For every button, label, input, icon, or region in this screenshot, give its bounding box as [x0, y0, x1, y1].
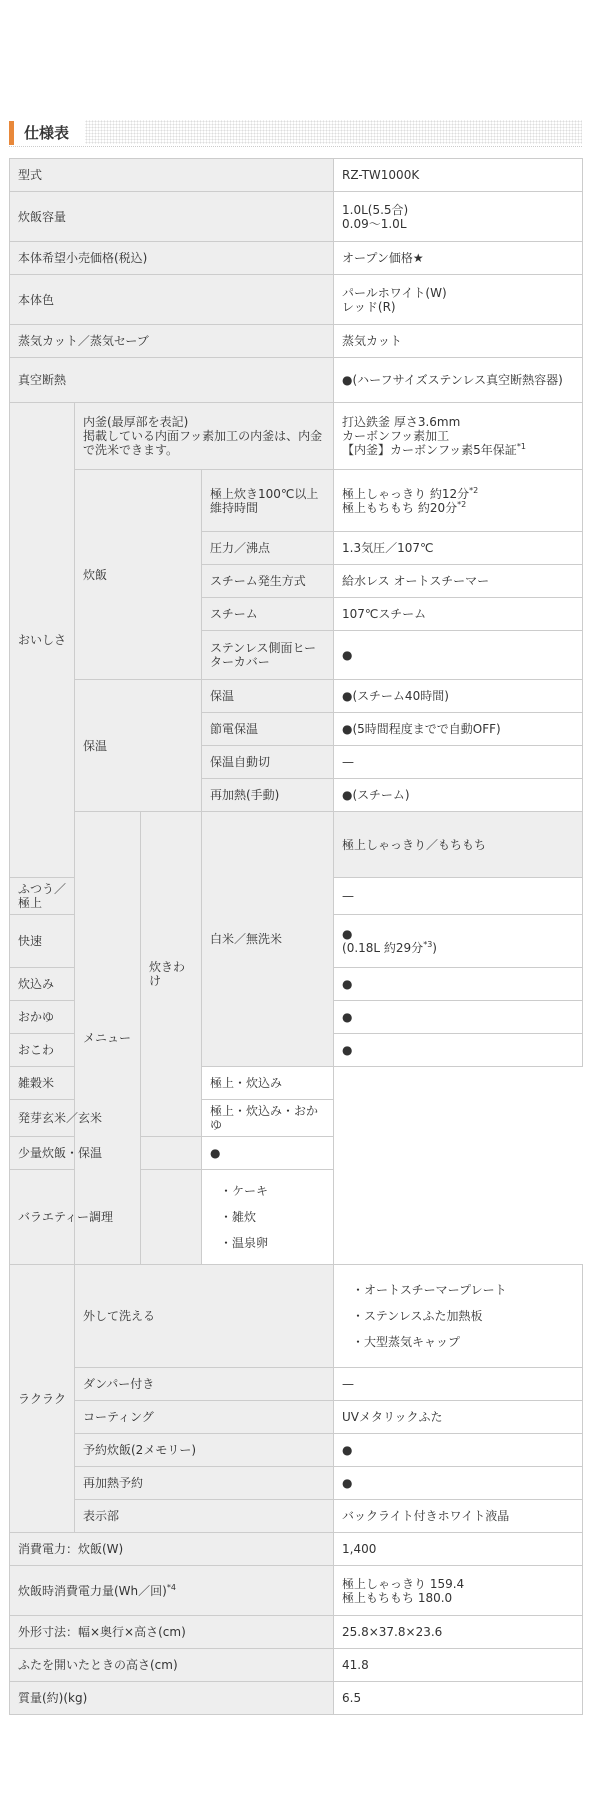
row-value: ●: [334, 968, 583, 1001]
row-label: ステンレス側面ヒーターカバー: [202, 631, 334, 680]
row-label: スチーム発生方式: [202, 565, 334, 598]
group-label-menu: メニュー: [75, 812, 141, 1265]
row-value: RZ-TW1000K: [334, 159, 583, 192]
row-value: —: [334, 1368, 583, 1401]
row-label: 内釜(最厚部を表記) 掲載している内面フッ素加工の内釜は、内金で洗米できます。: [75, 403, 334, 470]
row-value: 給水レス オートスチーマー: [334, 565, 583, 598]
row-label: 予約炊飯(2メモリー): [75, 1434, 334, 1467]
table-row: [10, 1467, 583, 1500]
row-label: 型式: [10, 159, 334, 192]
row-label: バラエティー調理: [10, 1170, 202, 1265]
table-row: [10, 1368, 583, 1401]
table-row: [10, 1566, 583, 1616]
table-row: [10, 1533, 583, 1566]
row-value: オープン価格★: [334, 242, 583, 275]
row-label: スチーム: [202, 598, 334, 631]
subgroup-label-keep-warm: 保温: [75, 680, 202, 812]
row-value: —: [334, 746, 583, 779]
row-label: 本体色: [10, 275, 334, 325]
row-label: 保温: [202, 680, 334, 713]
table-row: [10, 192, 583, 242]
list-item: ・ ステンレスふた加熱板: [352, 1303, 574, 1329]
row-label: 節電保温: [202, 713, 334, 746]
row-label: 真空断熱: [10, 358, 334, 403]
row-value: 6.5: [334, 1682, 583, 1715]
row-value: 極上・炊込み・おかゆ: [202, 1100, 334, 1137]
table-row: [10, 403, 583, 470]
row-value: ●: [334, 1434, 583, 1467]
table-row: [10, 1682, 583, 1715]
row-value: ●(スチーム): [334, 779, 583, 812]
row-label: コーティング: [75, 1401, 334, 1434]
row-value: 1.3気圧／107℃: [334, 532, 583, 565]
row-value: 41.8: [334, 1649, 583, 1682]
row-value: —: [334, 878, 583, 915]
list-item: ・ 大型蒸気キャップ: [352, 1329, 574, 1355]
row-label: 発芽玄米／玄米: [10, 1100, 141, 1137]
table-row: [10, 812, 583, 878]
section-title: 仕様表: [24, 124, 70, 142]
list-item: ・ ケーキ: [220, 1178, 325, 1204]
row-value: 極上しゃっきり 159.4 極上もちもち 180.0: [334, 1566, 583, 1616]
row-value: ●: [202, 1137, 334, 1170]
variety-list: [210, 1178, 325, 1256]
table-row: [10, 1401, 583, 1434]
heading-accent-bar: [9, 121, 14, 145]
row-label: 保温自動切: [202, 746, 334, 779]
row-value: ●: [334, 1001, 583, 1034]
group-label-rakuraku: ラクラク: [10, 1265, 75, 1533]
table-row: [10, 1616, 583, 1649]
washable-list: [342, 1277, 574, 1355]
table-row: [10, 275, 583, 325]
subgroup-label-takiwake: 炊きわけ: [141, 812, 202, 1137]
row-label: 質量(約)(kg): [10, 1682, 334, 1715]
row-value: ●: [334, 1034, 583, 1067]
table-row: [10, 242, 583, 275]
row-value: ● (0.18L 約29分$^{*3}$): [334, 915, 583, 968]
table-row: [10, 358, 583, 403]
row-label: 外して洗える: [75, 1265, 334, 1368]
row-value: UVメタリックふた: [334, 1401, 583, 1434]
table-row: [10, 1067, 583, 1100]
table-row: [10, 680, 583, 713]
row-value: 107℃スチーム: [334, 598, 583, 631]
row-label: おかゆ: [10, 1001, 75, 1034]
row-label: 雑穀米: [10, 1067, 141, 1100]
row-value: 1,400: [334, 1533, 583, 1566]
row-label: 炊飯容量: [10, 192, 334, 242]
table-row: [10, 1170, 583, 1265]
list-item: ・ オートスチーマープレート: [352, 1277, 574, 1303]
table-row: [10, 470, 583, 532]
row-value: [202, 1170, 334, 1265]
table-row: [10, 1649, 583, 1682]
row-label: 炊飯時消費電力量(Wh／回)$^{*4}$: [10, 1566, 334, 1616]
row-label: 再加熱予約: [75, 1467, 334, 1500]
table-row: [10, 159, 583, 192]
row-label: ダンパー付き: [75, 1368, 334, 1401]
row-value: 打込鉄釜 厚さ3.6mm カーボンフッ素加工 【内釜】カーボンフッ素5年保証$^{*1}$: [334, 403, 583, 470]
row-label: 蒸気カット／蒸気セーブ: [10, 325, 334, 358]
row-value: 25.8×37.8×23.6: [334, 1616, 583, 1649]
table-row: [10, 1434, 583, 1467]
table-row: [10, 1265, 583, 1368]
table-row: [10, 1100, 583, 1137]
row-value: ●: [334, 631, 583, 680]
table-row: [10, 1137, 583, 1170]
row-label: おこわ: [10, 1034, 75, 1067]
row-label: 極上炊き100℃以上維持時間: [202, 470, 334, 532]
section-heading: [9, 118, 582, 147]
row-value: 1.0L(5.5合) 0.09～1.0L: [334, 192, 583, 242]
row-label: 少量炊飯・保温: [10, 1137, 202, 1170]
row-value: パールホワイト(W) レッド(R): [334, 275, 583, 325]
heading-dot-pattern: [85, 120, 582, 144]
row-label: 炊込み: [10, 968, 75, 1001]
list-item: ・ 温泉卵: [220, 1230, 325, 1256]
row-label: 表示部: [75, 1500, 334, 1533]
row-label: 極上しゃっきり／もちもち: [334, 812, 583, 878]
row-value: ●(5時間程度までで自動OFF): [334, 713, 583, 746]
table-row: [10, 325, 583, 358]
row-label: 消費電力：炊飯(W): [10, 1533, 334, 1566]
group-label-oishisa: おいしさ: [10, 403, 75, 878]
row-value: バックライト付きホワイト液晶: [334, 1500, 583, 1533]
row-label: 本体希望小売価格(税込): [10, 242, 334, 275]
row-label: 再加熱(手動): [202, 779, 334, 812]
subgroup-label-cooking: 炊飯: [75, 470, 202, 680]
spec-table: [9, 158, 583, 1715]
row-value: 極上しゃっきり 約12分$^{*2}$ 極上もちもち 約20分$^{*2}$: [334, 470, 583, 532]
row-label: 外形寸法：幅×奥行×高さ(cm): [10, 1616, 334, 1649]
row-label: 圧力／沸点: [202, 532, 334, 565]
table-row: [10, 1500, 583, 1533]
row-value: ●: [334, 1467, 583, 1500]
row-label: 快速: [10, 915, 75, 968]
row-value: ●(ハーフサイズステンレス真空断熱容器): [334, 358, 583, 403]
row-label: ふたを開いたときの高さ(cm): [10, 1649, 334, 1682]
row-label: ふつう／極上: [10, 878, 75, 915]
row-value: 蒸気カット: [334, 325, 583, 358]
subgroup-label-white-rice: 白米／無洗米: [202, 812, 334, 1067]
row-value: ●(スチーム40時間): [334, 680, 583, 713]
list-item: ・ 雑炊: [220, 1204, 325, 1230]
row-value: [334, 1265, 583, 1368]
row-value: 極上・炊込み: [202, 1067, 334, 1100]
